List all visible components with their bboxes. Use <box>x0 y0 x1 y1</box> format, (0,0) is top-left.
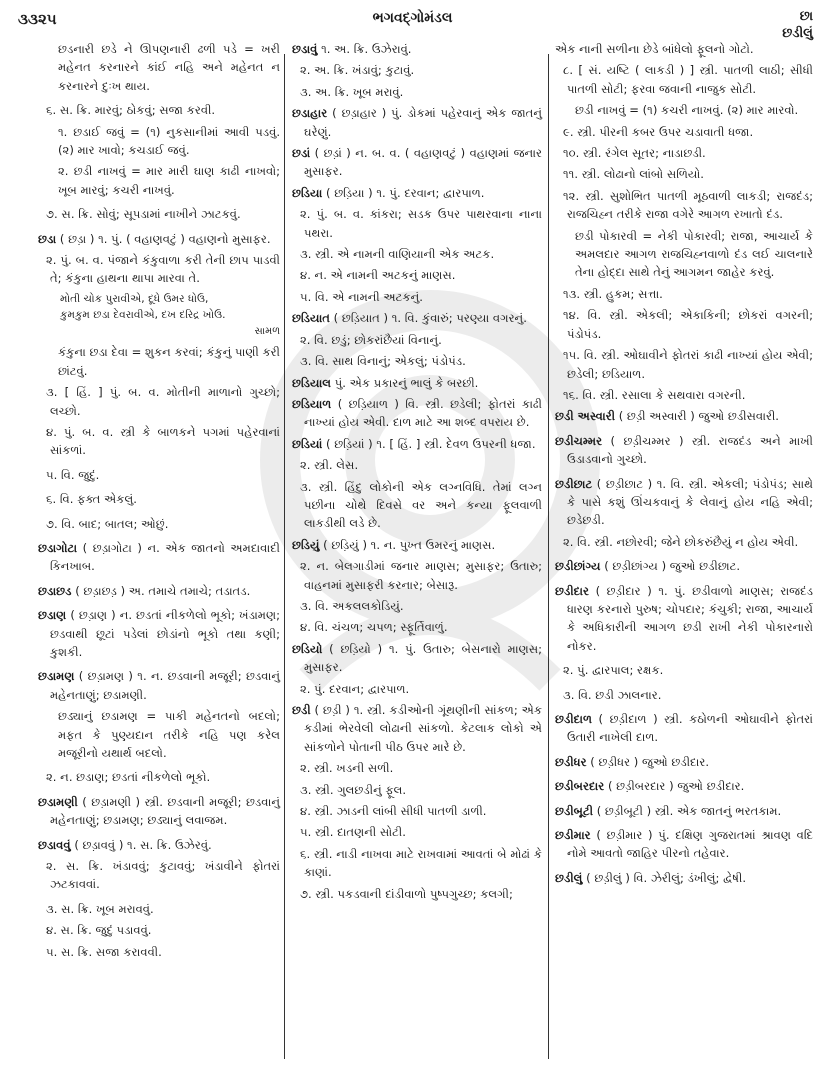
entry-sense <box>38 383 280 420</box>
definition-text: ૩. સ્ત્રી. હિંદુ લોકોની એક લગ્નવિધિ. તેમાં લગ્ન પછીના ચોથે દિવસે વર અને કન્યા ફૂલવાળી લાકડીથી લડે છે. <box>300 479 542 531</box>
definition-text: ૨. પું. બ. વ. પંજાને કંકુવાળા કરી તેની છાપ પાડવી તે; કંકુના હાથના થાપા મારવા તે. <box>46 253 280 286</box>
definition-text: ૮. [ સં. યષ્ટિ ( લાકડી ) ] સ્ત્રી. પાતળી લાઠી; સીધી પાતળી સોટી; ફરવા જવાની નાજુક સોટી. <box>563 63 813 96</box>
definition-text: ૨. ન. છડાણ; છડતાં નીકળેલો ભૂકો. <box>46 770 211 785</box>
definition-text: ૬. સ. ક્રિ. મારવું; ઠોકવું; સજા કરવી. <box>46 103 216 118</box>
headword: છડાવું <box>292 42 318 56</box>
definition-text: ૨. અ. ક્રિ. ખંડાવું; કુટાવું. <box>300 63 415 78</box>
entry-sense <box>292 823 542 841</box>
entry-sense <box>292 456 542 474</box>
definition-text: છડ્યાનું છડામણ = પાકી મહેનતનો બદલો; મફત કે પુણ્યદાન તરીકે નહિ પણ કરેલ મજૂરીનો યથાર્થ બદલો. <box>58 709 280 760</box>
headword: છડિયાં <box>292 436 323 451</box>
entry-sense <box>292 266 542 284</box>
dictionary-entry <box>555 777 813 795</box>
entry-sense <box>555 306 813 343</box>
definition-text: ( છડ઼ીછાટ ) ૧. વિ. સ્ત્રી. એકલી; પંડોપંડ; સાથે કે પાસે કશું ઊંચકવાનું કે લેવાનું હોય નહિ એવી; છડેછડી. <box>567 476 813 528</box>
dictionary-entry <box>38 667 280 704</box>
definition-text: ૨. ન. બેલગાડીમાં જનાર માણસ; મુસાફર; ઉતારુ; વાહનમાં મુસાફરી કરનાર; બેસારૂ. <box>300 559 542 592</box>
definition-text: ( છડ઼િયાં ) ૧. [ હિં. ] સ્ત્રી. દેવળ ઉપરની ધજા. <box>325 436 536 451</box>
definition-text: ૨. પું. દ્વારપાલ; રક્ષક. <box>563 663 664 678</box>
definition-text: ( છડ઼ી ) ૧. સ્ત્રી. કડીઓની ગૂંથણીની સાંકળ; એક કડીમાં ભેરવેલી લોઢાની સાંકળો. કેટલાક લોકો એ સાંકળોને પોતાની પીઠ ઉપર મારે છે. <box>304 703 543 754</box>
dictionary-entry <box>38 582 280 600</box>
definition-text: ૧૨. સ્ત્રી. સુશોભિત પાતળી મૂઠવાળી લાકડી; રાજદંડ; રાજચિહ્ન તરીકે રાજા વગેરે આગળ રખાતો દંડ. <box>563 188 813 222</box>
entry-sense <box>38 515 280 533</box>
entry-sense <box>555 123 813 141</box>
dictionary-entry <box>292 309 542 327</box>
definition-text: એક નાની સળીના છેડે બાંધેલો ફૂલનો ગોટો. <box>555 42 754 56</box>
definition-text: ૫. વિ. જુદું. <box>46 467 100 482</box>
entry-sense <box>292 245 542 263</box>
definition-text: મોતી ચોક પુરાવીએ, દૂધે ઉમર ધોઉ, <box>60 292 209 305</box>
definition-text: છડી પોકારવી = નેકી પોકારવી; રાજા, આચાર્ય કે અમલદાર આગળ રાજચિહ્નવાળો દંડ લઈ ચાલનારે તેના હોદ્દા સાથે તેનું આગમન જાહેર કરવું. <box>575 228 813 280</box>
definition-text: ૨. પું. બ. વ. કાંકરા; સડક ઉપર પાથરવાના નાના પથરા. <box>300 207 542 240</box>
entry-sense <box>292 288 542 306</box>
definition-text: ( છડ઼િયા ) ૧. પું. દરવાન; દ્વારપાળ. <box>325 185 485 200</box>
definition-text: ( છડ઼ા ) ૧. પું. ( વહાણવટું ) વહાણનો મુસાફર. <box>59 231 271 246</box>
definition-text: કંકુના છડા દેવા = શુકન કરવાં; કંકુનું પાણી કરી છાંટવું. <box>58 345 280 378</box>
definition-text: ૩. વિ. સાથ વિનાનું; એકલું; પંડોપંડ. <box>300 354 466 369</box>
quotation-line <box>38 291 280 307</box>
definition-text: ( છડ઼ાવવું ) ૧. સ. ક્રિ. ઉઝેરવું. <box>74 837 212 852</box>
dictionary-entry <box>38 539 280 576</box>
definition-text: ૩. વિ. અકલલકોડિયું. <box>300 598 404 613</box>
dictionary-entry <box>555 869 813 887</box>
dictionary-entry <box>292 40 542 58</box>
definition-text: ૧. અ. ક્રિ. ઉઝેરાવું. <box>321 42 412 56</box>
definition-text: ( છડ઼ી અસ્વારી ) જુઓ છડીસવારી. <box>618 409 779 424</box>
definition-text: ૪. પું. બ. વ. સ્ત્રી કે બાળકને પગમાં પહેરવાનાં સાંકળાં. <box>46 424 280 458</box>
dictionary-entry <box>292 374 542 392</box>
entry-sense <box>38 423 280 460</box>
dictionary-entry <box>555 753 813 771</box>
entry-sense <box>555 61 813 98</box>
entry-sense <box>38 900 280 918</box>
column-1 <box>38 40 280 964</box>
dictionary-entry <box>555 826 813 863</box>
idiom-definition <box>38 707 280 762</box>
definition-text: ૧૫. વિ. સ્ત્રી. ઓઘાવીને ફોતરાં કાઢી નાખ્યાં હોય એવી; છડેલી; છડિયાળ. <box>563 348 813 381</box>
entry-sense <box>38 768 280 786</box>
entry-sense <box>292 205 542 242</box>
definition-text: સામળ <box>254 325 280 337</box>
definition-text: ૨. સ્ત્રી. લેસ. <box>300 458 359 473</box>
headword: છડીદાળ <box>555 712 593 726</box>
dictionary-entry <box>292 701 542 756</box>
entry-sense <box>292 597 542 615</box>
entry-sense <box>292 680 542 698</box>
definition-text: ( છડ઼ીદાર ) ૧. પું. છડીવાળો માણસ; રાજદંડ ધારણ કરનારો પુરુષ; ચોપદાર; કંચુકી; રાજા, આચાર્ય કે અધિકારીની આગળ છડી રાખી નેકી પોકારનારો નોકર. <box>567 583 813 653</box>
entry-sense <box>555 386 813 404</box>
definition-text: ( છડ઼ીલું ) વિ. ઝેરીલું; ડંખીલું; દ્વેષી. <box>586 870 747 885</box>
idiom-definition <box>38 162 280 199</box>
definition-text: ( છડ઼ીબૂટી ) સ્ત્રી. એક જાતનું ભરતકામ. <box>596 803 782 818</box>
entry-sense <box>292 845 542 882</box>
dictionary-entry <box>292 104 542 141</box>
dictionary-entry <box>38 836 280 854</box>
headword: છડિયા <box>292 185 323 200</box>
definition-text: ( છડ઼િયું ) ૧. ન. પુખ્ત ઉમરનું માણસ. <box>323 537 496 552</box>
definition-text: ૭. સ્ત્રી. પકડવાની દાંડીવાળો પુષ્પગુચ્છ; કલગી; <box>300 886 513 901</box>
dictionary-entry <box>292 395 542 432</box>
entry-sense <box>555 187 813 224</box>
entry-sense <box>292 83 542 101</box>
definition-text: ( છડ઼ીદાળ ) સ્ત્રી. કઠોળની ઓઘાવીને ફોતરાં ઉતારી નાખેલી દાળ. <box>567 712 814 745</box>
entry-sense <box>38 857 280 894</box>
definition-text: ( છડ઼ાં ) ન. બ. વ. ( વહાણવટું ) વહાણમાં જનાર મુસાફર. <box>304 146 543 179</box>
entry-sense <box>555 165 813 183</box>
headword: છડાણ <box>38 608 67 623</box>
headword: છડા <box>38 231 57 246</box>
definition-text: ( છડ઼ીધર ) જુઓ છડીદાર. <box>590 754 710 769</box>
definition-text: ૯. સ્ત્રી. પીરની કબર ઉપર ચડાવાતી ધજા. <box>563 124 754 139</box>
definition-text: ૧૬. વિ. સ્ત્રી. રસાલા કે સથવારા વગરની. <box>563 387 746 402</box>
definition-text: ( છડ઼ીમાર ) પું. દક્ષિણ ગુજરાતમાં શ્રાવણ વદિ નોમે આવતો જાહિર પીરનો તહેવાર. <box>567 828 813 861</box>
definition-text: ૫. વિ. એ નામની અટકનું. <box>300 289 423 304</box>
dictionary-entry <box>292 435 542 453</box>
definition-text: ( છડ઼ીચમ્મર ) સ્ત્રી. રાજદંડ અને માખી ઉડાડવાનો ગુચ્છો. <box>567 433 814 467</box>
definition-text: ૩. સ. ક્રિ. ખૂબ મરાવવું. <box>46 901 154 916</box>
definition-text: ૭. વિ. બાદ; બાતલ; ઓછું. <box>46 516 169 531</box>
dictionary-entry <box>555 582 813 656</box>
definition-text: છડનારી છડે ને ઊપણનારી ઢળી પડે = ખરી મહેનત કરનારને કાંઈ નહિ અને મહેનત ન કરનારને દુઃખ થાય. <box>58 42 280 93</box>
dictionary-entry <box>292 536 542 554</box>
definition-text: ૨. વિ. સ્ત્રી. નછોરવી; જેને છોકરુંછૈયું ન હોય એવી. <box>563 534 799 549</box>
entry-sense <box>38 205 280 223</box>
definition-text: ૨. વિ. છડું; છોકરાંછૈયાં વિનાનું. <box>300 332 442 347</box>
headword: છડીલું <box>555 870 583 885</box>
definition-text: ૪. સ્ત્રી. ઝાડની લાંબી સીધી પાતળી ડાળી. <box>300 804 487 819</box>
entry-sense <box>292 618 542 636</box>
definition-text: ( છડ઼ાગોટા ) ન. એક જાતનો અમદાવાદી કિનખાબ. <box>50 540 280 574</box>
entry-sense <box>555 285 813 303</box>
entry-sense <box>292 331 542 349</box>
guide-word-first: છા <box>799 9 813 24</box>
column-divider <box>548 54 549 1059</box>
entry-sense <box>38 101 280 119</box>
entry-sense <box>292 885 542 903</box>
entry-sense <box>292 781 542 799</box>
dictionary-entry <box>555 475 813 530</box>
headword: છડિયો <box>292 641 323 656</box>
dictionary-entry <box>555 557 813 575</box>
definition-text: છડી નાખવું = (૧) કચરી નાખવું. (૨) માર મારવો. <box>575 103 799 118</box>
definition-text: ( છડ઼િયો ) ૧. પું. ઉતારુ; બેસનારો માણસ; મુસાફર. <box>304 641 542 675</box>
entry-sense <box>38 921 280 939</box>
definition-text: ( છડ઼િયાત ) ૧. વિ. કુંવારું; પરણ્યા વગરનું. <box>333 311 527 326</box>
idiom-definition <box>38 40 280 95</box>
definition-text: ( છડ઼ાછડ઼ ) અ. તમાચે તમાચે; તડાતડ. <box>75 583 251 598</box>
dictionary-entry <box>38 606 280 661</box>
definition-text: ( છડ઼ાણ ) ન. છડતાં નીકળેલો ભૂકો; ખંડામણ; છડવાથી છૂટાં પડેલાં છોડાંનો ભૂકો તથા કણી; કુશકી. <box>50 608 280 659</box>
definition-text: ૩. અ. ક્રિ. ખૂબ મરાવું. <box>300 84 404 99</box>
definition-text: ૨. છડી નાખવું = માર મારી ઘાણ કાઢી નાખવો; ખૂબ મારવું; કચરી નાખવું. <box>58 164 280 197</box>
entry-sense <box>292 557 542 594</box>
definition-text: ૬. વિ. ફક્ત એકલું. <box>46 492 137 507</box>
definition-text: ૫. સ. ક્રિ. સજા કરાવવી. <box>46 944 162 959</box>
page-number: ૩૩૨૫ <box>18 10 57 28</box>
entry-sense <box>555 346 813 383</box>
entry-sense <box>292 802 542 820</box>
column-2 <box>292 40 542 906</box>
column-divider <box>284 54 285 1059</box>
headword: છડીછાંગ્ય <box>555 559 601 574</box>
definition-text: ૩. સ્ત્રી. એ નામની વાણિયાની એક અટક. <box>300 247 495 262</box>
quotation-line <box>38 307 280 323</box>
headword: છડાછડ <box>38 583 72 598</box>
definition-text: ૨. પું. દરવાન; દ્વારપાળ. <box>300 681 410 696</box>
headword: છડિયું <box>292 537 320 552</box>
idiom-definition <box>555 227 813 282</box>
definition-text: ( છડ઼ામણી ) સ્ત્રી. છડવાની મજૂરી; છડવાનું મહેનતાણું; છડામણ; છડ્યાનું લવાજમ. <box>50 794 280 828</box>
headword: છડીધર <box>555 754 587 769</box>
entry-sense <box>38 943 280 961</box>
headword: છડીમાર <box>555 828 591 843</box>
headword: છડીદાર <box>555 583 589 598</box>
headword: છડાગોટા <box>38 540 78 555</box>
headword: છડીબૂટી <box>555 803 594 818</box>
definition-text: ૩. સ્ત્રી. ગુલછડીનું ફૂલ. <box>300 782 407 797</box>
idiom-definition <box>38 343 280 380</box>
idiom-definition <box>555 101 813 119</box>
definition-text: પું. એક પ્રકારનું ભાલું કે બરછી. <box>334 375 479 390</box>
definition-text: ૩. [ હિં. ] પું. બ. વ. મોતીની માળાનો ગુચ્છો; લચ્છો. <box>46 385 280 418</box>
quotation-attribution <box>38 323 280 341</box>
headword: છડીચમ્મર <box>555 433 603 448</box>
entry-sense <box>555 661 813 679</box>
definition-text: ૧૪. વિ. સ્ત્રી. એકલી; એકાકિની; છોકરાં વગરની; પંડોપંડ. <box>563 308 813 341</box>
entry-sense <box>38 466 280 484</box>
definition-text: ( છડ઼ાહાર ) પું. ડોકમાં પહેરવાનું એક જાતનું ઘરેણું. <box>304 106 542 139</box>
definition-text: ૪. સ. ક્રિ. જુદું પડાવવું. <box>46 923 152 938</box>
entry-sense <box>292 759 542 777</box>
entry-sense <box>292 352 542 370</box>
entry-sense <box>38 251 280 288</box>
dictionary-entry <box>292 640 542 677</box>
headword: છડાહાર <box>292 106 328 121</box>
entry-sense <box>555 533 813 551</box>
dictionary-entry <box>555 432 813 469</box>
definition-text: કુમકુમ છડા દેવરાવીએ, દખ દરિદ્ર ખોઉ. <box>60 308 226 321</box>
definition-text: ૨. સ. ક્રિ. ખંડાવવું; કુટાવવું; ખંડાવીને ફોતરાં ઝટકાવવાં. <box>46 859 280 892</box>
book-title: ભગવદ્ગોમંડલ <box>372 10 453 26</box>
definition-text: ૩. વિ. છડી ઝાલનાર. <box>563 687 662 702</box>
definition-text: ૪. વિ. ચંચળ; ચપળ; સ્ફૂર્તિવાળું. <box>300 620 448 635</box>
dictionary-entry <box>292 184 542 202</box>
headword: છડીબરદાર <box>555 779 605 794</box>
definition-text: ( છડ઼િયાળ ) વિ. સ્ત્રી. છડેલી; ફોતરાં કાઢી નાખ્યાં હોય એવી. દાળ માટે આ શબ્દ વપરાય છે. <box>304 396 542 430</box>
definition-text: ૧. છડાઈ જવું = (૧) નુકસાનીમાં આવી પડવું. (૨) માર ખાવો; કચડાઈ જવું. <box>58 124 280 158</box>
definition-text: ૭. સ. ક્રિ. સોવું; સૂપડામાં નાખીને ઝાટકવું. <box>46 207 241 222</box>
column-3 <box>555 40 813 890</box>
entry-sense <box>292 61 542 79</box>
definition-text: ૧૩. સ્ત્રી. હુકમ; સત્તા. <box>563 286 663 301</box>
guide-word-last: છડીલું <box>782 26 813 41</box>
definition-text: ( છડ઼ામણ ) ૧. ન. છડવાની મજૂરી; છડવાનું મહેનતાણું; છડામણી. <box>50 669 280 702</box>
definition-text: ( છડ઼ીછાંગ્ય ) જુઓ છડીછાટ. <box>604 559 741 574</box>
headword: છડી <box>292 703 311 717</box>
dictionary-entry <box>292 144 542 181</box>
definition-text: ૬. સ્ત્રી. નાડી નાખવા માટે રાખવામાં આવતાં બે મોઢાં કે કાણાં. <box>300 846 542 880</box>
definition-text: ૧૧. સ્ત્રી. લોઢાનો લાંબો સળિયો. <box>563 167 704 182</box>
headword: છડી અસ્વારી <box>555 409 616 424</box>
dictionary-entry <box>555 407 813 425</box>
dictionary-entry <box>38 230 280 248</box>
entry-sense <box>38 490 280 508</box>
headword: છડામણી <box>38 794 78 809</box>
dictionary-entry <box>555 802 813 820</box>
entry-sense <box>555 144 813 162</box>
headword: છડીછાટ <box>555 476 593 491</box>
headword: છડાં <box>292 146 311 161</box>
headword: છડાવવું <box>38 837 71 852</box>
dictionary-entry <box>555 710 813 747</box>
headword: છડિયાલ <box>292 375 332 390</box>
idiom-definition <box>38 123 280 160</box>
headword: છડામણ <box>38 669 75 684</box>
definition-text: ૪. ન. એ નામની અટકનું માણસ. <box>300 268 456 283</box>
headword: છડિયાત <box>292 311 330 326</box>
dictionary-entry <box>38 793 280 830</box>
definition-text: ૨. સ્ત્રી. ખડની સળી. <box>300 761 394 776</box>
entry-continuation <box>555 40 813 58</box>
definition-text: ( છડ઼ીબરદાર ) જુઓ છડીદાર. <box>607 779 745 794</box>
entry-sense <box>555 686 813 704</box>
guide-words <box>782 8 813 42</box>
definition-text: ૫. સ્ત્રી. દાતણની સોટી. <box>300 825 406 840</box>
definition-text: ૧૦. સ્ત્રી. રંગેલ સૂતર; નાડાછડી. <box>563 146 706 161</box>
entry-sense <box>292 478 542 533</box>
headword: છડિયાળ <box>292 396 332 411</box>
